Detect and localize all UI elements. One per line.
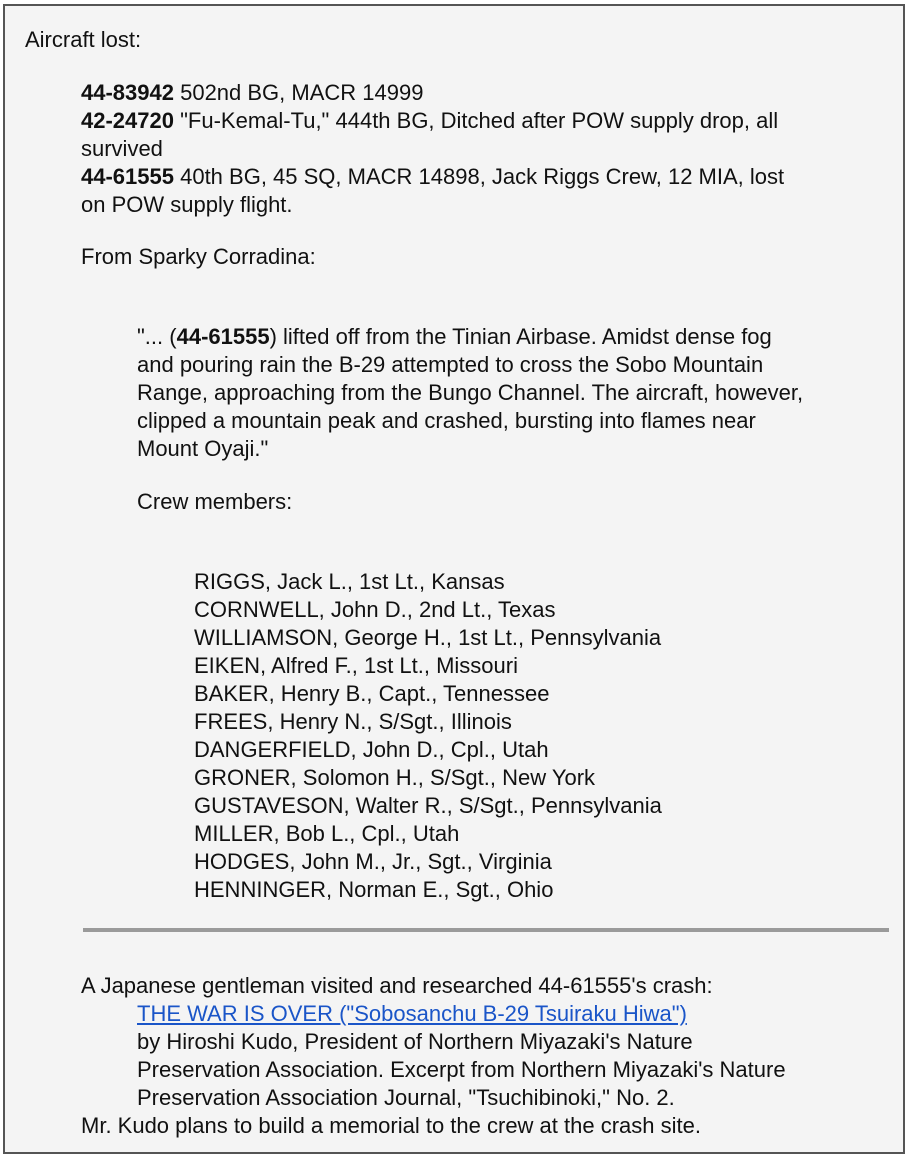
citation-line: Preservation Association. Excerpt from Northern Miyazaki's Nature: [137, 1057, 786, 1082]
closing-note: Mr. Kudo plans to build a memorial to the crew at the crash site.: [81, 1113, 701, 1138]
crew-list: [194, 568, 662, 904]
aircraft-detail-continued: on POW supply flight.: [81, 192, 293, 217]
crew-member: WILLIAMSON, George H., 1st Lt., Pennsylvania: [194, 625, 662, 650]
aircraft-lost-heading: Aircraft lost:: [25, 27, 142, 52]
aircraft-detail-continued: survived: [81, 136, 163, 161]
crew-member: GUSTAVESON, Walter R., S/Sgt., Pennsylvania: [194, 793, 662, 818]
footer-link-line: [137, 1000, 687, 1028]
aircraft-entry: [81, 163, 784, 191]
quote-rest: ) lifted off from the Tinian Airbase. Amidst dense fog: [269, 324, 772, 349]
citation-line: by Hiroshi Kudo, President of Northern Miyazaki's Nature: [137, 1029, 693, 1054]
source-label: From Sparky Corradina:: [81, 244, 316, 269]
crew-member: HODGES, John M., Jr., Sgt., Virginia: [194, 849, 552, 874]
quote-line: clipped a mountain peak and crashed, bursting into flames near: [137, 408, 756, 433]
aircraft-entry: [81, 107, 778, 135]
crew-member: RIGGS, Jack L., 1st Lt., Kansas: [194, 569, 505, 594]
crew-member: EIKEN, Alfred F., 1st Lt., Missouri: [194, 653, 518, 678]
crew-label: Crew members:: [137, 489, 293, 514]
quote-open: "... (: [137, 324, 177, 349]
quote-line: [137, 323, 772, 351]
crew-member: MILLER, Bob L., Cpl., Utah: [194, 821, 460, 846]
crew-member: GRONER, Solomon H., S/Sgt., New York: [194, 765, 596, 790]
aircraft-detail: 40th BG, 45 SQ, MACR 14898, Jack Riggs Crew, 12 MIA, lost: [173, 164, 785, 189]
footer-intro: A Japanese gentleman visited and researched 44-61555's crash:: [81, 973, 713, 998]
quote-line: and pouring rain the B-29 attempted to cross the Sobo Mountain: [137, 352, 764, 377]
document-frame: [3, 4, 905, 1154]
citation-line: Preservation Association Journal, "Tsuchibinoki," No. 2.: [137, 1085, 675, 1110]
crew-member: HENNINGER, Norman E., Sgt., Ohio: [194, 877, 554, 902]
quote-line: Mount Oyaji.": [137, 436, 269, 461]
crew-member: CORNWELL, John D., 2nd Lt., Texas: [194, 597, 556, 622]
aircraft-detail: 502nd BG, MACR 14999: [173, 80, 424, 105]
crew-member: DANGERFIELD, John D., Cpl., Utah: [194, 737, 549, 762]
aircraft-serial: 42-24720: [81, 108, 174, 133]
quote-line: Range, approaching from the Bungo Channel. The aircraft, however,: [137, 380, 804, 405]
horizontal-rule: [83, 928, 889, 932]
war-is-over-link[interactable]: THE WAR IS OVER ("Sobosanchu B-29 Tsuiraku Hiwa"): [137, 1001, 687, 1026]
quote-serial: 44-61555: [176, 324, 270, 349]
aircraft-detail: "Fu-Kemal-Tu," 444th BG, Ditched after POW supply drop, all: [173, 108, 779, 133]
aircraft-serial: 44-61555: [81, 164, 174, 189]
crew-member: BAKER, Henry B., Capt., Tennessee: [194, 681, 550, 706]
crew-member: FREES, Henry N., S/Sgt., Illinois: [194, 709, 512, 734]
aircraft-serial: 44-83942: [81, 80, 174, 105]
aircraft-entry: [81, 79, 423, 107]
